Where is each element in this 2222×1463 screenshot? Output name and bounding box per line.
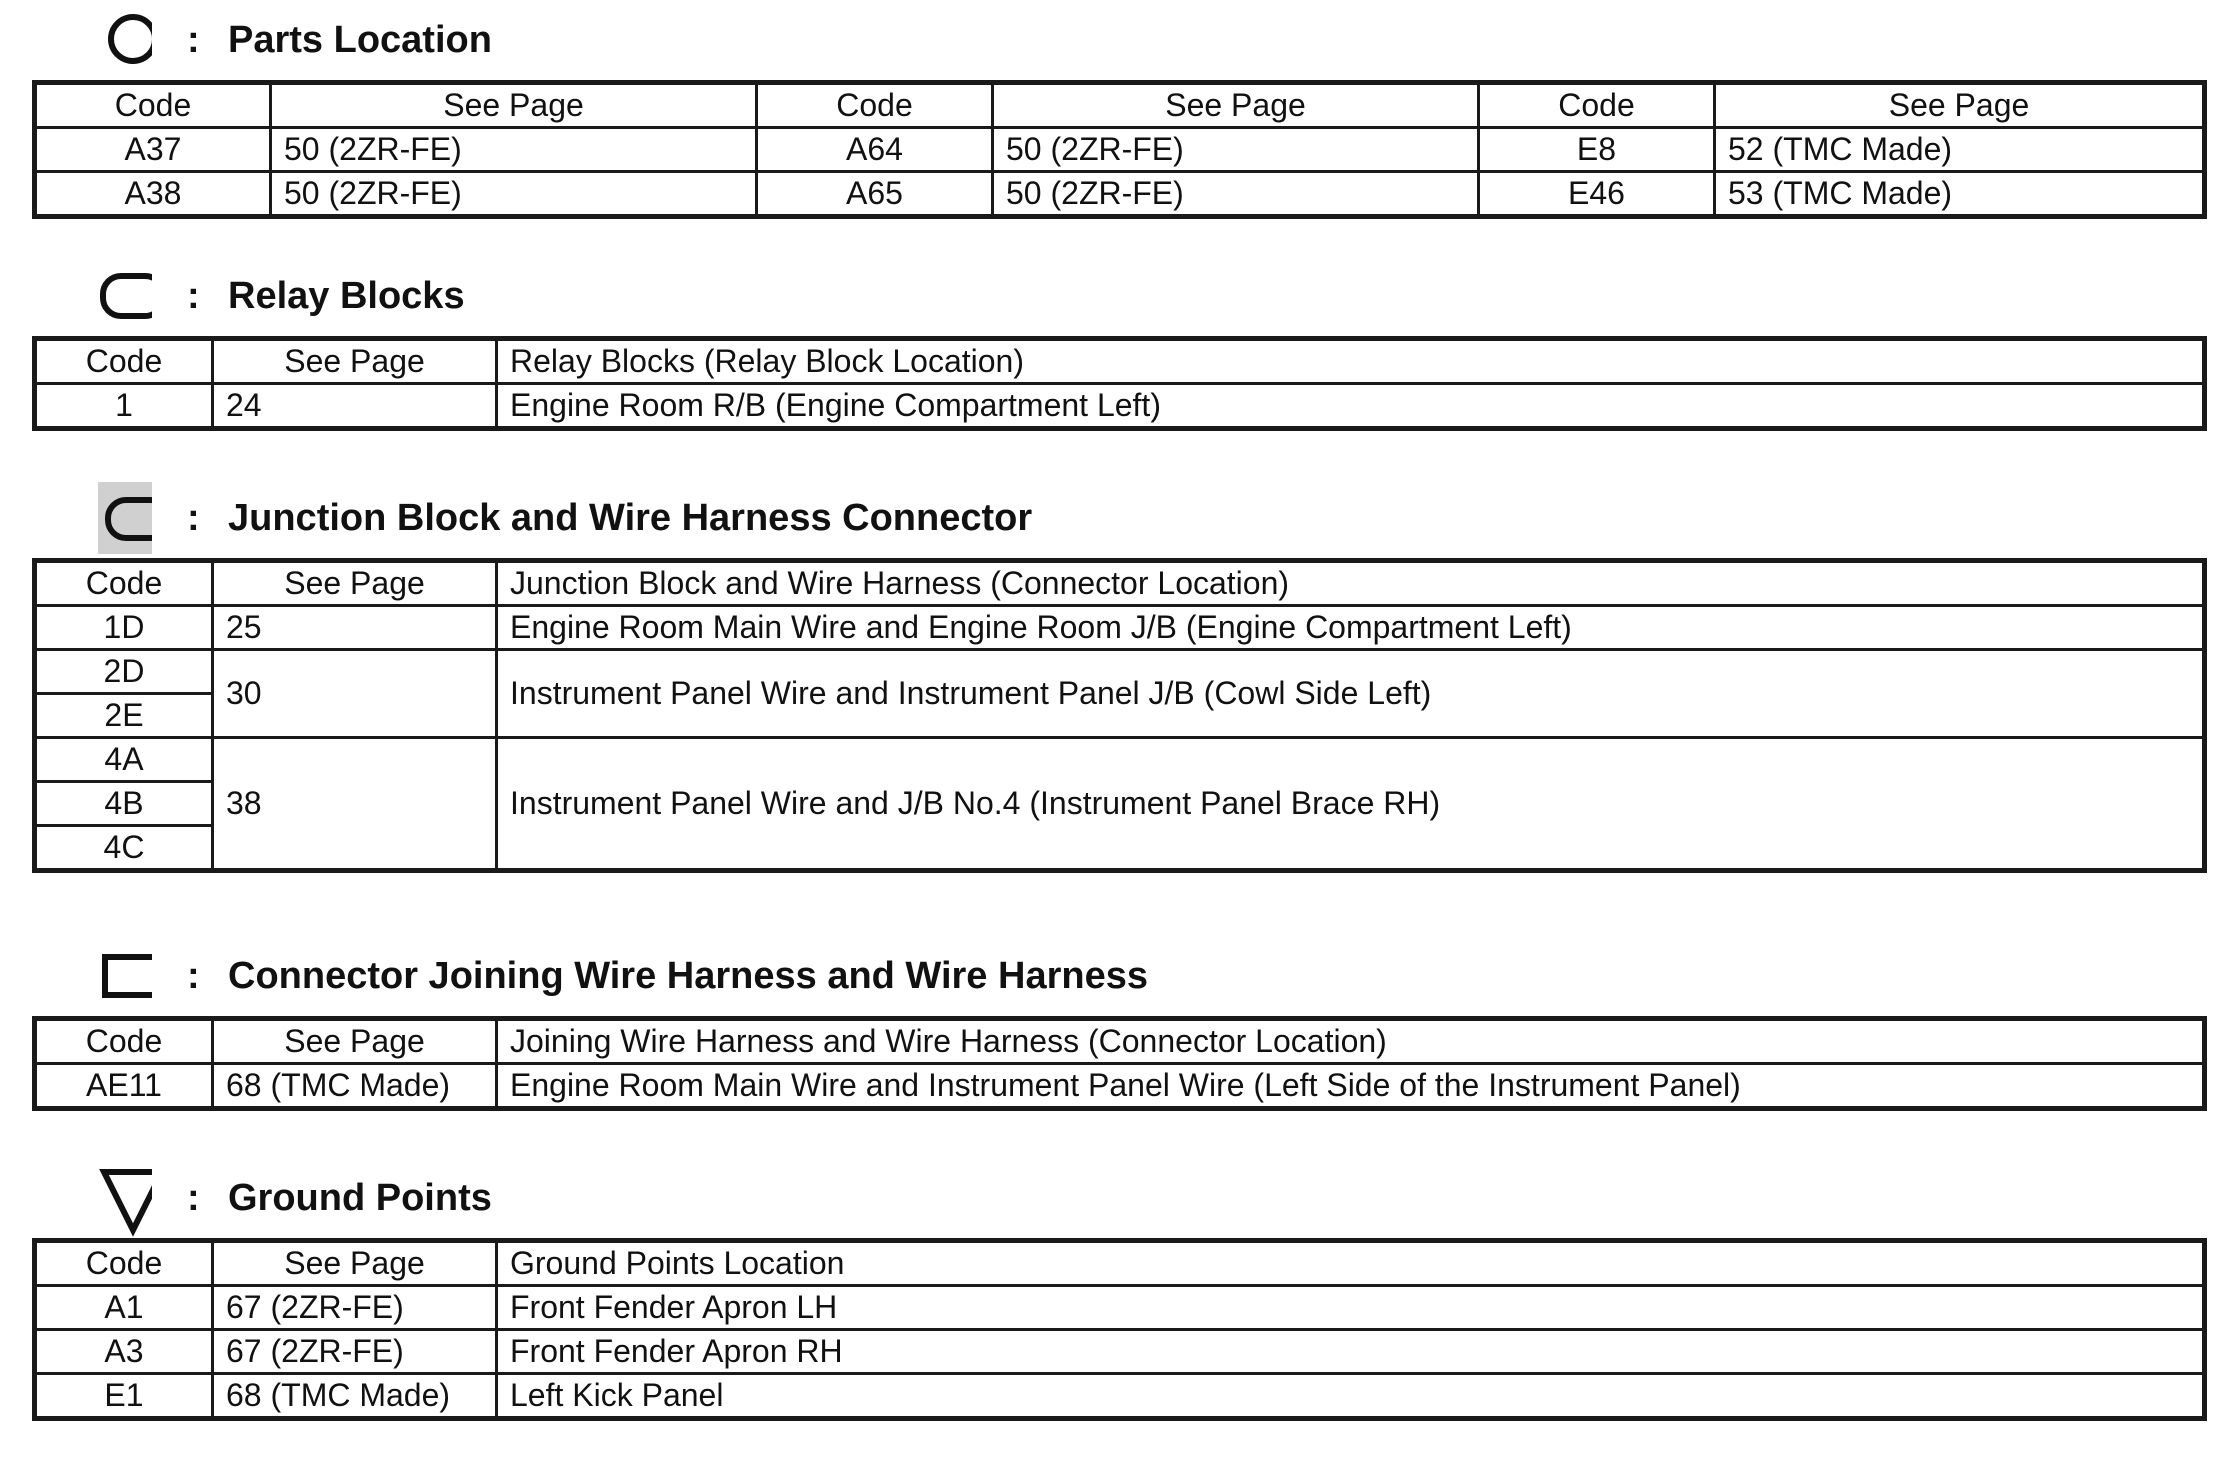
- description-cell: Engine Room Main Wire and Instrument Panel Wire (Left Side of the Instrument Panel): [497, 1064, 2205, 1109]
- section-header: [32, 936, 2202, 1016]
- code-cell: A1: [35, 1286, 213, 1330]
- page-cell: 24: [213, 384, 497, 429]
- header-cell: Relay Blocks (Relay Block Location): [497, 339, 2205, 384]
- code-cell: A65: [757, 172, 993, 217]
- code-cell: A64: [757, 128, 993, 172]
- code-cell: 1: [35, 384, 213, 429]
- joining-connector-table: [32, 1016, 2207, 1111]
- page-cell: 50 (2ZR-FE): [271, 128, 757, 172]
- header-cell: Junction Block and Wire Harness (Connector Location): [497, 561, 2205, 606]
- table-row: [35, 128, 2205, 172]
- section-header: [32, 0, 2202, 80]
- page-cell: 50 (2ZR-FE): [271, 172, 757, 217]
- page-cell: 68 (TMC Made): [213, 1374, 497, 1419]
- page-cell: 30: [213, 650, 497, 738]
- table-row: [35, 650, 2205, 694]
- header-cell: Code: [1479, 83, 1715, 128]
- relay-blocks-table: [32, 336, 2207, 431]
- shaded-rounded-rect-icon: [62, 478, 152, 558]
- section-title: Connector Joining Wire Harness and Wire Harness: [228, 955, 1148, 997]
- table-header-row: [35, 339, 2205, 384]
- header-cell: Code: [35, 1019, 213, 1064]
- code-cell: 2D: [35, 650, 213, 694]
- junction-block-table: [32, 558, 2207, 873]
- section-title: Parts Location: [228, 19, 492, 61]
- circle-icon: [62, 0, 152, 80]
- header-cell: Joining Wire Harness and Wire Harness (Connector Location): [497, 1019, 2205, 1064]
- junction-block-section: [32, 478, 2202, 873]
- header-cell: See Page: [213, 1019, 497, 1064]
- section-header: [32, 478, 2202, 558]
- description-cell: Engine Room Main Wire and Engine Room J/B (Engine Compartment Left): [497, 606, 2205, 650]
- page-cell: 53 (TMC Made): [1715, 172, 2205, 217]
- header-cell: Code: [35, 339, 213, 384]
- code-cell: 4A: [35, 738, 213, 782]
- table-header-row: [35, 561, 2205, 606]
- section-title: Ground Points: [228, 1177, 492, 1219]
- rounded-rect-icon: [62, 256, 152, 336]
- header-cell: Code: [35, 83, 271, 128]
- table-header-row: [35, 83, 2205, 128]
- code-cell: 4C: [35, 826, 213, 871]
- relay-blocks-section: [32, 256, 2202, 431]
- code-cell: 2E: [35, 694, 213, 738]
- down-triangle-icon: [62, 1158, 152, 1238]
- page-cell: 25: [213, 606, 497, 650]
- header-cell: Code: [757, 83, 993, 128]
- code-cell: E8: [1479, 128, 1715, 172]
- code-cell: E1: [35, 1374, 213, 1419]
- page-cell: 50 (2ZR-FE): [993, 172, 1479, 217]
- code-cell: A37: [35, 128, 271, 172]
- section-colon: :: [187, 497, 200, 539]
- rectangle-icon: [62, 936, 152, 1016]
- code-cell: 4B: [35, 782, 213, 826]
- code-cell: E46: [1479, 172, 1715, 217]
- table-row: [35, 172, 2205, 217]
- table-row: [35, 1286, 2205, 1330]
- section-colon: :: [187, 19, 200, 61]
- header-cell: See Page: [213, 339, 497, 384]
- header-cell: Code: [35, 561, 213, 606]
- section-colon: :: [187, 1177, 200, 1219]
- ground-points-section: [32, 1158, 2202, 1421]
- description-cell: Instrument Panel Wire and J/B No.4 (Instrument Panel Brace RH): [497, 738, 2205, 871]
- header-cell: See Page: [271, 83, 757, 128]
- page-cell: 52 (TMC Made): [1715, 128, 2205, 172]
- section-colon: :: [187, 955, 200, 997]
- code-cell: AE11: [35, 1064, 213, 1109]
- page-cell: 67 (2ZR-FE): [213, 1286, 497, 1330]
- parts-location-section: [32, 0, 2202, 219]
- header-cell: Code: [35, 1241, 213, 1286]
- section-title: Relay Blocks: [228, 275, 465, 317]
- code-cell: 1D: [35, 606, 213, 650]
- page-cell: 50 (2ZR-FE): [993, 128, 1479, 172]
- description-cell: Front Fender Apron RH: [497, 1330, 2205, 1374]
- page-cell: 38: [213, 738, 497, 871]
- code-cell: A38: [35, 172, 271, 217]
- description-cell: Left Kick Panel: [497, 1374, 2205, 1419]
- header-cell: Ground Points Location: [497, 1241, 2205, 1286]
- header-cell: See Page: [993, 83, 1479, 128]
- section-title: Junction Block and Wire Harness Connector: [228, 497, 1033, 539]
- parts-location-table: [32, 80, 2207, 219]
- table-row: [35, 606, 2205, 650]
- page-cell: 68 (TMC Made): [213, 1064, 497, 1109]
- code-cell: A3: [35, 1330, 213, 1374]
- table-row: [35, 384, 2205, 429]
- description-cell: Instrument Panel Wire and Instrument Panel J/B (Cowl Side Left): [497, 650, 2205, 738]
- page-cell: 67 (2ZR-FE): [213, 1330, 497, 1374]
- table-row: [35, 1330, 2205, 1374]
- description-cell: Engine Room R/B (Engine Compartment Left): [497, 384, 2205, 429]
- section-header: [32, 1158, 2202, 1238]
- table-row: [35, 1374, 2205, 1419]
- ground-points-table: [32, 1238, 2207, 1421]
- table-header-row: [35, 1241, 2205, 1286]
- header-cell: See Page: [213, 1241, 497, 1286]
- table-row: [35, 1064, 2205, 1109]
- section-header: [32, 256, 2202, 336]
- table-header-row: [35, 1019, 2205, 1064]
- header-cell: See Page: [1715, 83, 2205, 128]
- description-cell: Front Fender Apron LH: [497, 1286, 2205, 1330]
- section-colon: :: [187, 275, 200, 317]
- header-cell: See Page: [213, 561, 497, 606]
- joining-connector-section: [32, 936, 2202, 1111]
- table-row: [35, 738, 2205, 782]
